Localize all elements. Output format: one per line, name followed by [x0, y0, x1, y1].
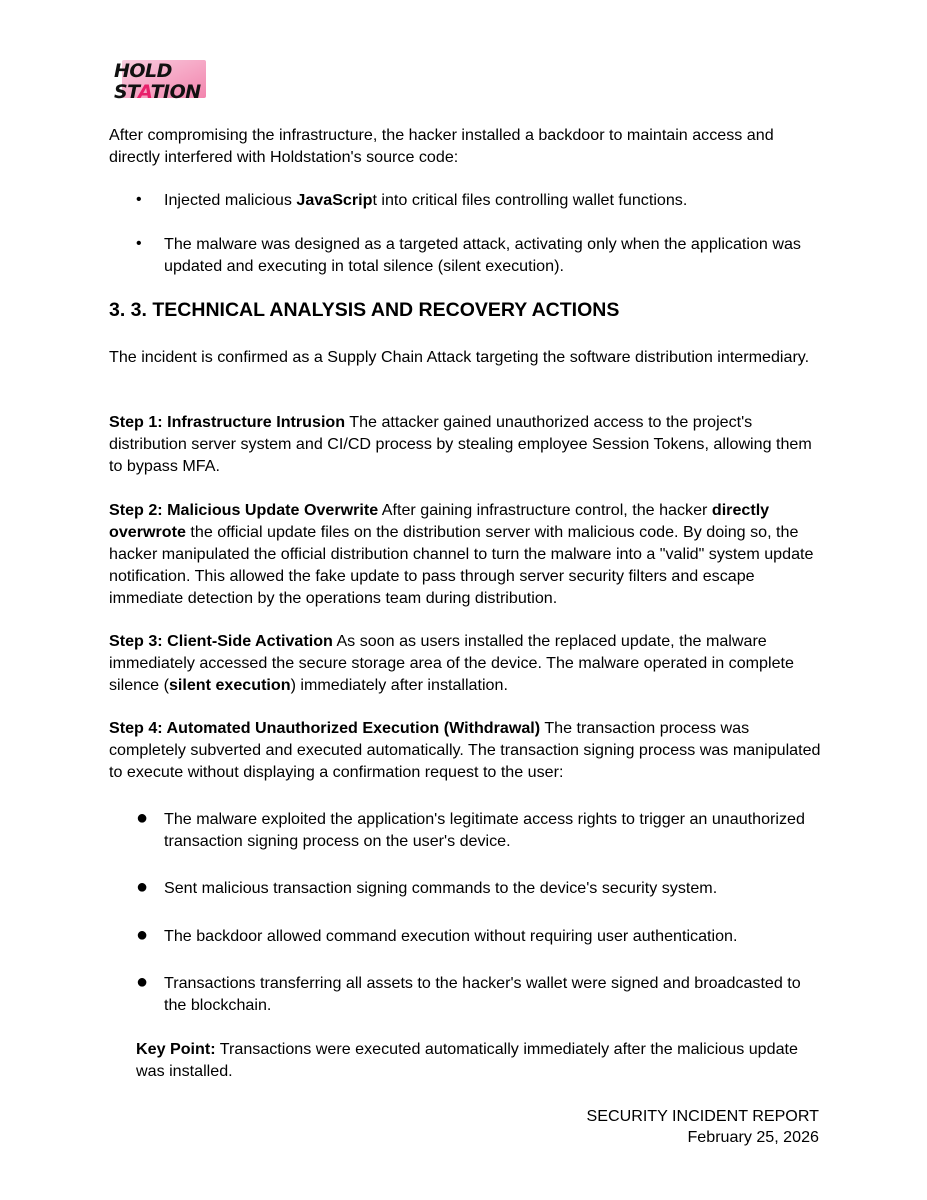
list-item: Sent malicious transaction signing commands to the device's security system. [164, 879, 718, 897]
list-item: The malware was designed as a targeted attack, activating only when the application was updated and executing in total silence (silent execution). [164, 235, 801, 275]
section-heading: 3. 3. TECHNICAL ANALYSIS AND RECOVERY ACTIONS [109, 299, 620, 321]
list-item: The malware exploited the application's legitimate access rights to trigger an unauthorized transaction signing process on the user's device. [164, 810, 805, 850]
list-item: Injected malicious JavaScript into critical files controlling wallet functions. [164, 191, 688, 209]
step1-paragraph: Step 1: Infrastructure Intrusion The attacker gained unauthorized access to the project's distribution server system and CI/CD process by stealing employee Session Tokens, allowing them to bypass MFA. [109, 413, 812, 475]
bullet-marker: ● [136, 876, 149, 898]
bullet-marker: • [136, 235, 142, 252]
list-item: Transactions transferring all assets to the hacker's wallet were signed and broadcasted to the blockchain. [164, 974, 801, 1014]
bullet-marker: ● [136, 971, 149, 993]
bullet-marker: ● [136, 924, 149, 946]
holdstation-logo [112, 55, 208, 103]
footer-date: February 25, 2026 [687, 1128, 819, 1146]
key-point: Key Point: Transactions were executed automatically immediately after the malicious update was installed. [136, 1040, 798, 1080]
footer [586, 1106, 819, 1148]
intro-paragraph: After compromising the infrastructure, the hacker installed a backdoor to maintain access and directly interfered with Holdstation's source code: [109, 126, 774, 166]
bullet-marker: • [136, 191, 142, 208]
svg-text:STATION: STATION [114, 81, 201, 103]
footer-title: SECURITY INCIDENT REPORT [586, 1107, 819, 1125]
list-item: The backdoor allowed command execution without requiring user authentication. [164, 927, 738, 945]
confirm-paragraph: The incident is confirmed as a Supply Chain Attack targeting the software distribution intermediary. [109, 348, 810, 366]
bullet-marker: ● [136, 807, 149, 829]
step2-paragraph: Step 2: Malicious Update Overwrite After gaining infrastructure control, the hacker directly overwrote the official update files on the distribution server with malicious code. By doing so, the hacker manipulated the official distribution channel to turn the malware into a "valid" system update notification. This allowed the fake update to pass through server security filters and escape immediate detection by the operations team during distribution. [109, 501, 814, 607]
step4-paragraph: Step 4: Automated Unauthorized Execution (Withdrawal) The transaction process was completely subverted and executed automatically. The transaction signing process was manipulated to execute without displaying a confirmation request to the user: [109, 719, 821, 781]
logo-line2b: TION [150, 81, 201, 103]
logo-line2a: ST [114, 81, 139, 103]
logo-line1: HOLD [114, 60, 172, 82]
step3-paragraph: Step 3: Client-Side Activation As soon as users installed the replaced update, the malware immediately accessed the secure storage area of the device. The malware operated in complete silence (silent execution) immediately after installation. [109, 632, 794, 694]
